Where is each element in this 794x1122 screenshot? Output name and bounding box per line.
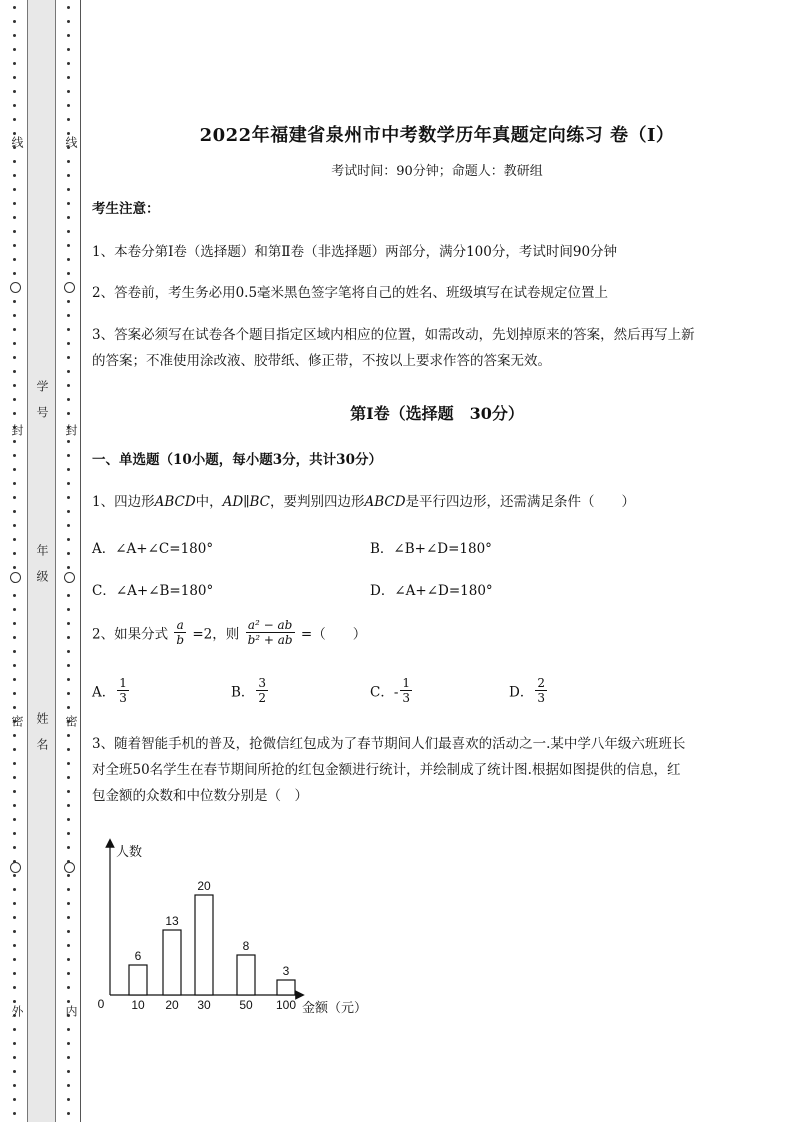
margin-dot: [67, 216, 70, 219]
margin-dot: [67, 454, 70, 457]
margin-dot: [67, 90, 70, 93]
margin-dot: [13, 468, 16, 471]
margin-dot: [67, 678, 70, 681]
margin-dot: [67, 496, 70, 499]
exam-subtitle: 考试时间：90分钟；命题人：教研组: [331, 164, 543, 179]
margin-dot: [13, 510, 16, 513]
q1-option-d[interactable]: D．∠A+∠D=180°: [370, 583, 493, 599]
margin-dot: [67, 636, 70, 639]
margin-dot: [67, 510, 70, 513]
margin-dot: [67, 188, 70, 191]
bar: [129, 965, 147, 995]
x-tick-label: 50: [239, 998, 253, 1012]
margin-dot: [13, 1112, 16, 1115]
margin-dot: [67, 776, 70, 779]
margin-dot: [67, 118, 70, 121]
margin-dot: [13, 1042, 16, 1045]
margin-dot: [67, 258, 70, 261]
section-title: 第Ⅰ卷（选择题 30分）: [350, 404, 524, 423]
margin-dot: [67, 440, 70, 443]
margin-dot: [67, 384, 70, 387]
question-2: 2、如果分式 $\frac{a}{b}$ =2，则 $\frac{\text{a² − ab}}{\text{b² + ab}}$ =（ ）: [92, 618, 367, 647]
margin-dot: [67, 328, 70, 331]
margin-label-inner: 内: [64, 1005, 78, 1017]
margin-dot: [13, 706, 16, 709]
margin-dot: [67, 1028, 70, 1031]
part-heading: 一、单选题（10小题，每小题3分，共计30分）: [92, 452, 382, 468]
margin-dot: [67, 1098, 70, 1101]
q1-option-b[interactable]: B．∠B+∠D=180°: [370, 541, 492, 557]
margin-dot: [13, 342, 16, 345]
margin-dot: [67, 986, 70, 989]
student-id-label: 学号: [35, 380, 49, 432]
margin-dot: [67, 930, 70, 933]
margin-dot: [67, 412, 70, 415]
bar: [237, 955, 255, 995]
margin-dot: [13, 748, 16, 751]
margin-label-line: 线: [10, 136, 24, 148]
margin-dot: [67, 20, 70, 23]
margin-dot: [13, 398, 16, 401]
margin-dot: [67, 1070, 70, 1073]
margin-dot: [67, 748, 70, 751]
data-label: 3: [282, 964, 290, 978]
margin-dot: [13, 762, 16, 765]
margin-label-seal: 封: [64, 424, 78, 436]
q2-option-a[interactable]: A． $\frac{1}{3}$: [92, 676, 127, 705]
margin-dot: [13, 1098, 16, 1101]
margin-dot: [13, 90, 16, 93]
margin-dot: [67, 482, 70, 485]
red-envelope-bar-chart: [90, 835, 390, 1025]
margin-label-outer: 外: [10, 1005, 24, 1017]
question-1: 1、四边形ABCD中，AD∥BC，要判别四边形ABCD是平行四边形，还需满足条件（ ）: [92, 494, 636, 510]
margin-dot: [13, 328, 16, 331]
margin-dot: [13, 636, 16, 639]
margin-dot: [13, 76, 16, 79]
margin-dot: [13, 1070, 16, 1073]
margin-dot: [13, 314, 16, 317]
margin-dot: [13, 678, 16, 681]
margin-dot: [67, 1042, 70, 1045]
notice-item-1: 1、本卷分第Ⅰ卷（选择题）和第Ⅱ卷（非选择题）两部分，满分100分，考试时间90分钟: [92, 244, 618, 260]
margin-dot: [13, 608, 16, 611]
margin-dot: [67, 1084, 70, 1087]
margin-dot: [67, 132, 70, 135]
margin-dot: [13, 1028, 16, 1031]
margin-dot: [67, 398, 70, 401]
margin-dot: [13, 524, 16, 527]
q2-option-d[interactable]: D． $\frac{2}{3}$: [509, 676, 545, 705]
binding-hole-circle: [64, 862, 75, 873]
margin-dot: [67, 832, 70, 835]
margin-dot: [67, 888, 70, 891]
bar: [163, 930, 181, 995]
margin-dot: [13, 258, 16, 261]
margin-dot: [13, 454, 16, 457]
margin-dot: [67, 762, 70, 765]
margin-dot: [13, 384, 16, 387]
margin-dot: [67, 202, 70, 205]
q1-abcd: ABCD: [154, 494, 196, 510]
margin-dot: [67, 958, 70, 961]
name-label: 姓名: [35, 712, 49, 764]
margin-dot: [13, 440, 16, 443]
margin-dot: [13, 6, 16, 9]
margin-dot: [13, 62, 16, 65]
margin-dot: [67, 846, 70, 849]
margin-dot: [13, 174, 16, 177]
margin-dot: [13, 482, 16, 485]
margin-dot: [67, 594, 70, 597]
left-dotted-line: [13, 0, 17, 1122]
margin-dot: [13, 874, 16, 877]
margin-dot: [13, 986, 16, 989]
x-axis-label: 金额（元）: [302, 1000, 368, 1015]
margin-dot: [13, 160, 16, 163]
margin-dot: [67, 538, 70, 541]
data-label: 8: [242, 939, 250, 953]
margin-dot: [13, 902, 16, 905]
margin-dot: [67, 1000, 70, 1003]
margin-dot: [67, 62, 70, 65]
margin-dot: [13, 370, 16, 373]
margin-dot: [67, 468, 70, 471]
notice-item-2: 2、答卷前，考生务必用0.5毫米黑色签字笔将自己的姓名、班级填写在试卷规定位置上: [92, 285, 609, 301]
exam-title: 2022年福建省泉州市中考数学历年真题定向练习 卷（Ⅰ）: [199, 125, 675, 146]
margin-dot: [13, 944, 16, 947]
margin-dot: [67, 608, 70, 611]
margin-dot: [13, 48, 16, 51]
x-tick-label: 20: [165, 998, 179, 1012]
margin-dot: [67, 104, 70, 107]
margin-dot: [13, 34, 16, 37]
margin-dot: [13, 132, 16, 135]
x-tick-label: 10: [131, 998, 145, 1012]
binding-hole-circle: [64, 282, 75, 293]
margin-dot: [67, 818, 70, 821]
margin-dot: [13, 412, 16, 415]
margin-dot: [67, 76, 70, 79]
margin-dot: [67, 342, 70, 345]
margin-dot: [67, 174, 70, 177]
margin-dot: [13, 244, 16, 247]
q2-option-b[interactable]: B． $\frac{3}{2}$: [231, 676, 267, 705]
question-3-line-1: 3、随着智能手机的普及，抢微信红包成为了春节期间人们最喜欢的活动之一.某中学八年级六班班长: [92, 736, 686, 752]
margin-dot: [67, 552, 70, 555]
q2-option-c[interactable]: C．- $\frac{1}{3}$: [370, 676, 411, 705]
margin-dot: [13, 846, 16, 849]
margin-dot: [13, 650, 16, 653]
margin-dot: [67, 1112, 70, 1115]
margin-dot: [13, 776, 16, 779]
q2-fraction-expression: $\frac{\text{a² − ab}}{\text{b² + ab}}$: [247, 618, 293, 647]
margin-dot: [13, 202, 16, 205]
margin-dot: [13, 622, 16, 625]
margin-dot: [13, 1084, 16, 1087]
margin-dot: [67, 300, 70, 303]
notice-item-3: 3、答案必须写在试卷各个题目指定区域内相应的位置，如需改动，先划掉原来的答案，然后再写上新: [92, 327, 695, 343]
margin-dot: [13, 804, 16, 807]
margin-dot: [13, 916, 16, 919]
margin-dot: [67, 734, 70, 737]
binding-hole-circle: [10, 282, 21, 293]
margin-dot: [67, 916, 70, 919]
margin-dot: [67, 874, 70, 877]
x-tick-label: 100: [275, 998, 297, 1012]
origin-label: 0: [97, 997, 105, 1011]
data-label: 6: [134, 949, 142, 963]
margin-dot: [13, 790, 16, 793]
margin-dot: [67, 244, 70, 247]
margin-dot: [67, 902, 70, 905]
margin-dot: [67, 706, 70, 709]
margin-dot: [13, 104, 16, 107]
right-dotted-line: [67, 0, 71, 1122]
margin-dot: [67, 790, 70, 793]
margin-dot: [13, 496, 16, 499]
margin-dot: [67, 34, 70, 37]
binding-hole-circle: [10, 862, 21, 873]
margin-dot: [13, 818, 16, 821]
margin-dot: [67, 524, 70, 527]
margin-dot: [67, 972, 70, 975]
margin-dot: [13, 188, 16, 191]
margin-dot: [13, 832, 16, 835]
margin-dot: [67, 622, 70, 625]
margin-dot: [13, 958, 16, 961]
margin-dot: [13, 272, 16, 275]
data-label: 20: [197, 879, 211, 893]
margin-label-secret: 密: [64, 715, 78, 727]
margin-dot: [13, 230, 16, 233]
q2-fraction-a-over-b: $\frac{a}{b}$: [176, 618, 185, 647]
question-3-line-2: 对全班50名学生在春节期间所抢的红包金额进行统计，并绘制成了统计图.根据如图提供的信息，红: [92, 762, 681, 778]
margin-label-line: 线: [64, 136, 78, 148]
bar: [277, 980, 295, 995]
margin-dot: [13, 594, 16, 597]
margin-dot: [13, 566, 16, 569]
margin-dot: [13, 20, 16, 23]
margin-dot: [13, 118, 16, 121]
margin-dot: [67, 692, 70, 695]
margin-dot: [67, 48, 70, 51]
margin-dot: [13, 538, 16, 541]
margin-dot: [13, 972, 16, 975]
margin-dot: [13, 734, 16, 737]
x-tick-label: 30: [197, 998, 211, 1012]
margin-dot: [67, 566, 70, 569]
margin-dot: [13, 356, 16, 359]
q1-option-a[interactable]: A．∠A+∠C=180°: [92, 541, 214, 557]
q1-option-c[interactable]: C．∠A+∠B=180°: [92, 583, 214, 599]
grade-label: 年级: [35, 544, 49, 596]
notice-heading: 考生注意：: [92, 201, 160, 217]
margin-dot: [67, 664, 70, 667]
margin-dot: [13, 216, 16, 219]
question-3-line-3: 包金额的众数和中位数分别是（ ）: [92, 788, 308, 804]
margin-dot: [67, 370, 70, 373]
margin-dot: [13, 664, 16, 667]
margin-dot: [67, 6, 70, 9]
binding-hole-circle: [10, 572, 21, 583]
margin-dot: [13, 692, 16, 695]
data-label: 13: [165, 914, 179, 928]
margin-dot: [67, 804, 70, 807]
notice-item-3-cont: 的答案；不准使用涂改液、胶带纸、修正带，不按以上要求作答的答案无效。: [92, 353, 551, 369]
binding-hole-circle: [64, 572, 75, 583]
margin-dot: [67, 356, 70, 359]
margin-dot: [67, 230, 70, 233]
margin-dot: [13, 552, 16, 555]
margin-dot: [67, 944, 70, 947]
y-axis-label: 人数: [116, 844, 143, 859]
margin-label-secret: 密: [10, 715, 24, 727]
margin-dot: [67, 650, 70, 653]
margin-dot: [13, 888, 16, 891]
margin-dot: [13, 300, 16, 303]
q1-parallel: AD∥BC: [222, 494, 270, 510]
margin-dot: [67, 1056, 70, 1059]
margin-dot: [67, 314, 70, 317]
margin-label-seal: 封: [10, 424, 24, 436]
margin-dot: [67, 160, 70, 163]
margin-dot: [13, 1056, 16, 1059]
margin-dot: [13, 1000, 16, 1003]
margin-dot: [67, 272, 70, 275]
bar: [195, 895, 213, 995]
margin-dot: [13, 930, 16, 933]
